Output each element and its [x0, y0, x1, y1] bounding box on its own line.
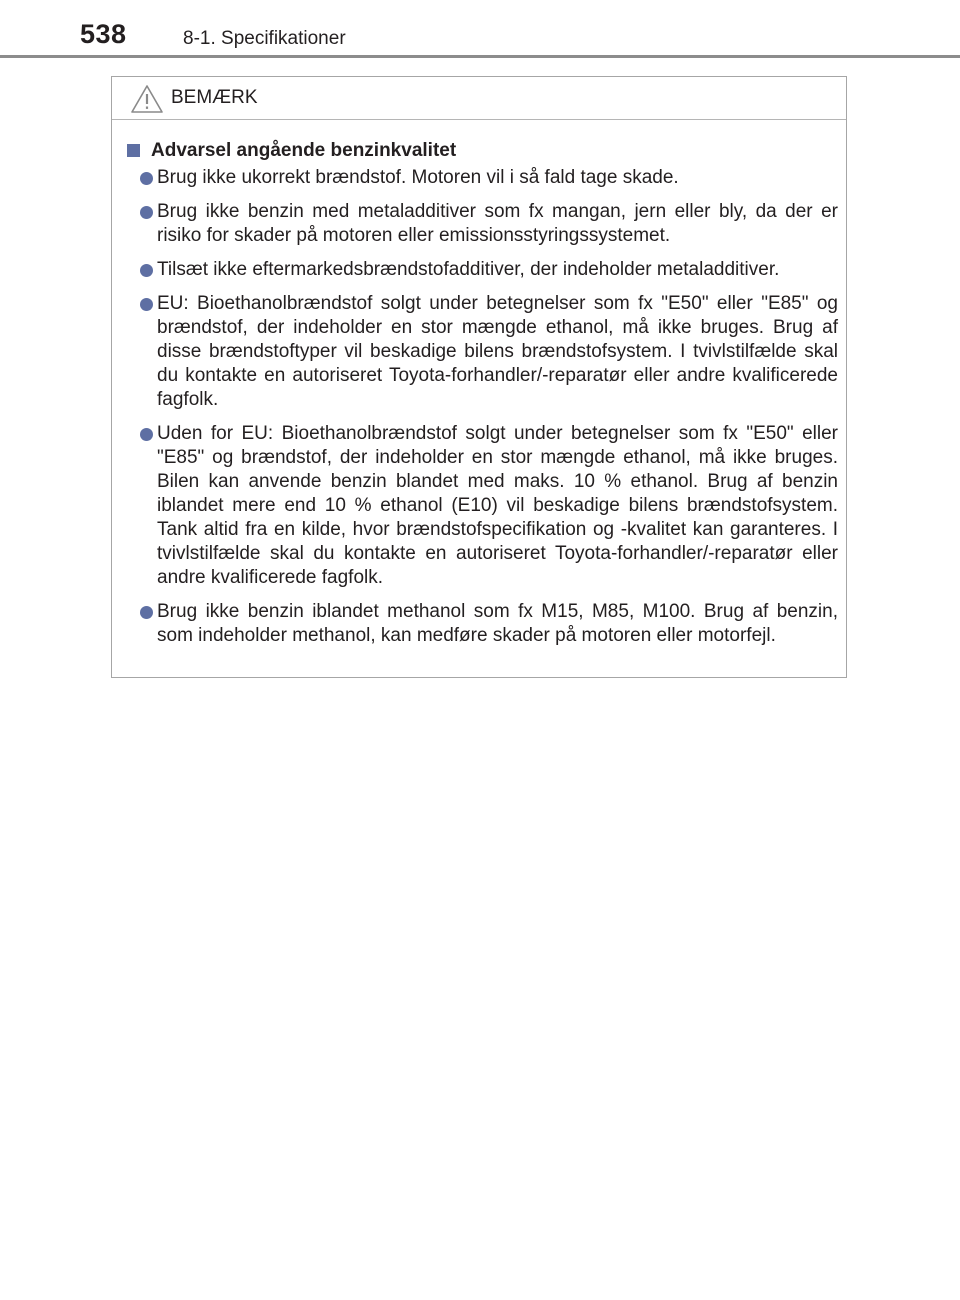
page-header — [0, 0, 960, 60]
list-item — [126, 258, 838, 282]
notice-header — [112, 77, 846, 120]
list-item-text: Brug ikke ukorrekt brændstof. Motoren vil i så fald tage skade. — [157, 167, 679, 188]
warning-list — [126, 166, 838, 648]
list-item — [126, 422, 838, 590]
notice-subheading — [126, 139, 838, 163]
bullet-dot-icon — [140, 428, 153, 441]
list-item-text: EU: Bioethanolbrændstof solgt under betegnelser som fx "E50" eller "E85" og brændstof, der indeholder en stor mængde ethanol, må ikke bruges. Brug af disse brændstoftyper vil beskadige bilens brændstofsystem. I tvivlstilfælde skal du kontakte en autoriseret Toyota-forhandler/-reparatør eller andre kvalificerede fagfolk. — [157, 293, 838, 410]
page-number: 538 — [80, 19, 127, 49]
list-item — [126, 292, 838, 412]
warning-triangle-icon — [130, 84, 164, 114]
bullet-dot-icon — [140, 606, 153, 619]
bullet-dot-icon — [140, 172, 153, 185]
header-divider — [0, 55, 960, 58]
list-item-text: Tilsæt ikke eftermarkedsbrændstofadditiver, der indeholder metaladditiver. — [157, 259, 780, 280]
notice-body — [112, 120, 846, 648]
section-title: 8-1. Specifikationer — [183, 28, 346, 49]
notice-label: BEMÆRK — [171, 87, 258, 108]
list-item-text: Brug ikke benzin iblandet methanol som fx M15, M85, M100. Brug af benzin, som indeholder methanol, kan medføre skader på motoren eller motorfejl. — [157, 601, 838, 646]
list-item — [126, 600, 838, 648]
square-bullet-icon — [127, 144, 140, 157]
list-item — [126, 200, 838, 248]
bullet-dot-icon — [140, 264, 153, 277]
list-item — [126, 166, 838, 190]
bullet-dot-icon — [140, 298, 153, 311]
notice-box — [111, 76, 847, 678]
list-item-text: Brug ikke benzin med metaladditiver som fx mangan, jern eller bly, da der er risiko for skader på motoren eller emissionsstyringssystemet. — [157, 201, 838, 246]
bullet-dot-icon — [140, 206, 153, 219]
notice-subheading-text: Advarsel angående benzinkvalitet — [151, 140, 457, 161]
list-item-text: Uden for EU: Bioethanolbrændstof solgt under betegnelser som fx "E50" eller "E85" og brændstof, der indeholder en stor mængde ethanol, må ikke bruges. Bilen kan anvende benzin blandet med maks. 10 % ethanol. Brug af benzin iblandet mere end 10 % ethanol (E10) vil beskadige bilens brændstofsystem. Tank altid fra en kilde, hvor brændstofspecifikation og -kvalitet kan garanteres. I tvivlstilfælde skal du kontakte en autoriseret Toyota-forhandler/-reparatør eller andre kvalificerede fagfolk. — [157, 423, 838, 588]
